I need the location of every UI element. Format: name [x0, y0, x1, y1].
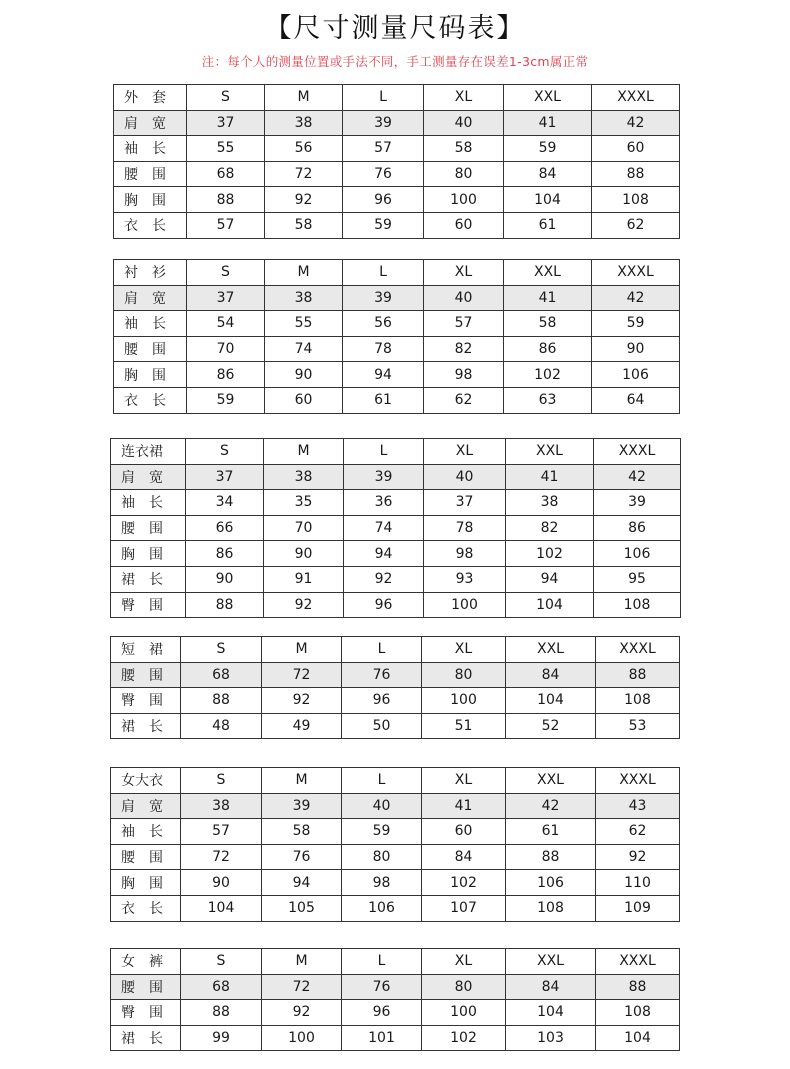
measurement-cell: 68	[187, 161, 265, 187]
measurement-cell: 60	[422, 819, 506, 845]
size-header-cell: M	[262, 768, 342, 794]
table-row	[111, 844, 680, 870]
trousers-size-table	[110, 948, 680, 1051]
measurement-cell: 38	[264, 464, 344, 490]
measurement-cell: 52	[506, 713, 596, 739]
table-row	[111, 541, 681, 567]
measurement-cell: 56	[343, 311, 424, 337]
measurement-cell: 96	[344, 592, 424, 618]
measurement-label: 腰 围	[111, 974, 181, 1000]
table-row	[111, 662, 680, 688]
table-row	[111, 895, 680, 921]
measurement-cell: 39	[344, 464, 424, 490]
size-header-cell: XXXL	[596, 768, 680, 794]
measurement-cell: 72	[265, 161, 343, 187]
measurement-cell: 64	[592, 387, 680, 413]
measurement-label: 臀 围	[111, 688, 181, 714]
table-category-label: 短 裙	[111, 637, 181, 663]
measurement-note: 注：每个人的测量位置或手法不同，手工测量存在误差1-3cm属正常	[201, 54, 589, 69]
measurement-cell: 102	[506, 541, 594, 567]
table-category-label: 外 套	[114, 85, 187, 111]
measurement-cell: 100	[262, 1025, 342, 1051]
measurement-cell: 106	[594, 541, 681, 567]
measurement-cell: 59	[342, 819, 422, 845]
measurement-label: 衣 长	[114, 212, 187, 238]
measurement-cell: 110	[596, 870, 680, 896]
measurement-cell: 90	[265, 362, 343, 388]
measurement-cell: 88	[187, 187, 265, 213]
measurement-cell: 94	[344, 541, 424, 567]
size-header-cell: XXXL	[592, 85, 680, 111]
size-header-cell: M	[265, 85, 343, 111]
table-row	[111, 870, 680, 896]
measurement-cell: 91	[264, 566, 344, 592]
measurement-cell: 86	[187, 362, 265, 388]
size-header-cell: L	[342, 637, 422, 663]
measurement-cell: 88	[596, 662, 680, 688]
dress-size-table	[110, 438, 681, 618]
measurement-cell: 57	[187, 212, 265, 238]
table-row	[114, 187, 680, 213]
table-category-label: 女大衣	[111, 768, 181, 794]
skirt-size-table	[110, 636, 680, 739]
measurement-cell: 92	[262, 1000, 342, 1026]
measurement-cell: 104	[506, 592, 594, 618]
overcoat-size-table	[110, 767, 680, 922]
measurement-cell: 60	[592, 136, 680, 162]
measurement-cell: 93	[424, 566, 506, 592]
measurement-cell: 90	[264, 541, 344, 567]
size-header-cell: XL	[422, 949, 506, 975]
measurement-cell: 102	[422, 1025, 506, 1051]
measurement-cell: 56	[265, 136, 343, 162]
measurement-cell: 37	[187, 285, 265, 311]
size-header-cell: XXL	[506, 949, 596, 975]
measurement-cell: 42	[592, 110, 680, 136]
measurement-cell: 66	[186, 515, 264, 541]
measurement-cell: 90	[186, 566, 264, 592]
measurement-label: 腰 围	[114, 161, 187, 187]
measurement-cell: 59	[592, 311, 680, 337]
measurement-cell: 80	[342, 844, 422, 870]
table-row	[111, 566, 681, 592]
measurement-cell: 96	[342, 688, 422, 714]
measurement-cell: 57	[343, 136, 424, 162]
size-header-cell: XL	[424, 439, 506, 465]
table-row	[114, 136, 680, 162]
size-header-cell: XL	[422, 768, 506, 794]
measurement-cell: 68	[181, 974, 262, 1000]
measurement-label: 腰 围	[114, 336, 187, 362]
measurement-label: 袖 长	[114, 136, 187, 162]
measurement-cell: 60	[424, 212, 504, 238]
measurement-cell: 37	[186, 464, 264, 490]
table-header-row	[111, 439, 681, 465]
measurement-cell: 92	[344, 566, 424, 592]
measurement-cell: 41	[504, 110, 592, 136]
measurement-cell: 72	[262, 974, 342, 1000]
measurement-cell: 59	[343, 212, 424, 238]
measurement-cell: 88	[506, 844, 596, 870]
measurement-cell: 98	[424, 541, 506, 567]
measurement-label: 胸 围	[111, 870, 181, 896]
measurement-cell: 38	[181, 793, 262, 819]
measurement-cell: 58	[265, 212, 343, 238]
size-header-cell: L	[343, 260, 424, 286]
measurement-label: 袖 长	[114, 311, 187, 337]
size-header-cell: XL	[424, 260, 504, 286]
measurement-cell: 37	[187, 110, 265, 136]
table-row	[114, 387, 680, 413]
measurement-cell: 104	[506, 688, 596, 714]
table-row	[111, 819, 680, 845]
size-header-cell: S	[187, 260, 265, 286]
measurement-cell: 76	[342, 974, 422, 1000]
measurement-cell: 80	[422, 974, 506, 1000]
measurement-cell: 106	[592, 362, 680, 388]
measurement-cell: 61	[506, 819, 596, 845]
measurement-cell: 38	[506, 490, 594, 516]
measurement-label: 胸 围	[111, 541, 186, 567]
measurement-cell: 58	[504, 311, 592, 337]
size-header-cell: XXL	[504, 260, 592, 286]
measurement-cell: 43	[596, 793, 680, 819]
measurement-cell: 76	[262, 844, 342, 870]
measurement-cell: 38	[265, 285, 343, 311]
table-row	[114, 110, 680, 136]
measurement-cell: 58	[262, 819, 342, 845]
measurement-cell: 84	[504, 161, 592, 187]
measurement-cell: 100	[422, 1000, 506, 1026]
measurement-cell: 96	[343, 187, 424, 213]
measurement-cell: 109	[596, 895, 680, 921]
measurement-cell: 95	[594, 566, 681, 592]
measurement-cell: 92	[262, 688, 342, 714]
measurement-cell: 102	[504, 362, 592, 388]
size-header-cell: XL	[424, 85, 504, 111]
measurement-cell: 42	[592, 285, 680, 311]
measurement-cell: 88	[186, 592, 264, 618]
measurement-cell: 53	[596, 713, 680, 739]
table-row	[111, 793, 680, 819]
size-header-cell: L	[343, 85, 424, 111]
measurement-cell: 59	[504, 136, 592, 162]
measurement-cell: 107	[422, 895, 506, 921]
measurement-cell: 70	[264, 515, 344, 541]
measurement-cell: 49	[262, 713, 342, 739]
measurement-cell: 61	[343, 387, 424, 413]
table-row	[111, 1000, 680, 1026]
table-category-label: 衬 衫	[114, 260, 187, 286]
measurement-cell: 94	[262, 870, 342, 896]
measurement-cell: 50	[342, 713, 422, 739]
measurement-cell: 59	[187, 387, 265, 413]
measurement-cell: 86	[186, 541, 264, 567]
table-row	[111, 688, 680, 714]
table-row	[111, 464, 681, 490]
measurement-label: 腰 围	[111, 515, 186, 541]
measurement-cell: 80	[422, 662, 506, 688]
table-header-row	[111, 768, 680, 794]
measurement-cell: 90	[181, 870, 262, 896]
measurement-cell: 40	[424, 285, 504, 311]
measurement-cell: 92	[264, 592, 344, 618]
size-header-cell: L	[342, 949, 422, 975]
measurement-cell: 108	[594, 592, 681, 618]
size-header-cell: S	[186, 439, 264, 465]
measurement-cell: 100	[422, 688, 506, 714]
measurement-label: 裙 长	[111, 1025, 181, 1051]
measurement-cell: 88	[181, 1000, 262, 1026]
measurement-label: 胸 围	[114, 187, 187, 213]
measurement-cell: 92	[265, 187, 343, 213]
measurement-cell: 74	[344, 515, 424, 541]
size-header-cell: M	[262, 637, 342, 663]
measurement-label: 腰 围	[111, 662, 181, 688]
size-header-cell: XXXL	[592, 260, 680, 286]
measurement-cell: 38	[265, 110, 343, 136]
table-row	[111, 713, 680, 739]
measurement-label: 裙 长	[111, 713, 181, 739]
measurement-cell: 78	[343, 336, 424, 362]
measurement-label: 袖 长	[111, 819, 181, 845]
measurement-cell: 58	[424, 136, 504, 162]
measurement-cell: 78	[424, 515, 506, 541]
table-row	[111, 974, 680, 1000]
measurement-label: 裙 长	[111, 566, 186, 592]
measurement-cell: 98	[424, 362, 504, 388]
table-category-label: 连衣裙	[111, 439, 186, 465]
size-header-cell: XXL	[506, 637, 596, 663]
measurement-label: 胸 围	[114, 362, 187, 388]
size-header-cell: L	[342, 768, 422, 794]
measurement-cell: 76	[342, 662, 422, 688]
size-header-cell: XXL	[506, 439, 594, 465]
measurement-cell: 40	[424, 464, 506, 490]
measurement-cell: 39	[343, 110, 424, 136]
measurement-label: 肩 宽	[111, 793, 181, 819]
measurement-cell: 74	[265, 336, 343, 362]
page-title: 【尺寸测量尺码表】	[264, 13, 526, 44]
measurement-cell: 40	[342, 793, 422, 819]
measurement-cell: 39	[343, 285, 424, 311]
size-header-cell: XXXL	[596, 637, 680, 663]
measurement-cell: 104	[181, 895, 262, 921]
measurement-cell: 48	[181, 713, 262, 739]
measurement-cell: 101	[342, 1025, 422, 1051]
table-header-row	[114, 85, 680, 111]
table-row	[111, 1025, 680, 1051]
measurement-cell: 51	[422, 713, 506, 739]
measurement-label: 袖 长	[111, 490, 186, 516]
measurement-cell: 106	[506, 870, 596, 896]
size-header-cell: S	[181, 637, 262, 663]
measurement-cell: 42	[506, 793, 596, 819]
table-row	[111, 515, 681, 541]
table-row	[114, 362, 680, 388]
size-header-cell: S	[187, 85, 265, 111]
measurement-cell: 76	[343, 161, 424, 187]
measurement-label: 衣 长	[114, 387, 187, 413]
measurement-cell: 108	[596, 1000, 680, 1026]
table-row	[114, 212, 680, 238]
measurement-cell: 90	[592, 336, 680, 362]
measurement-label: 臀 围	[111, 1000, 181, 1026]
measurement-cell: 99	[181, 1025, 262, 1051]
coat-size-table	[113, 84, 680, 239]
measurement-cell: 104	[596, 1025, 680, 1051]
measurement-label: 肩 宽	[111, 464, 186, 490]
measurement-cell: 108	[506, 895, 596, 921]
measurement-cell: 82	[424, 336, 504, 362]
table-header-row	[111, 637, 680, 663]
measurement-cell: 57	[424, 311, 504, 337]
measurement-cell: 39	[594, 490, 681, 516]
measurement-cell: 105	[262, 895, 342, 921]
measurement-cell: 63	[504, 387, 592, 413]
measurement-cell: 106	[342, 895, 422, 921]
measurement-cell: 86	[504, 336, 592, 362]
measurement-cell: 88	[596, 974, 680, 1000]
measurement-cell: 36	[344, 490, 424, 516]
measurement-cell: 80	[424, 161, 504, 187]
measurement-cell: 92	[596, 844, 680, 870]
size-header-cell: M	[265, 260, 343, 286]
measurement-cell: 34	[186, 490, 264, 516]
measurement-cell: 70	[187, 336, 265, 362]
measurement-cell: 72	[262, 662, 342, 688]
shirt-size-table	[113, 259, 680, 414]
measurement-label: 衣 长	[111, 895, 181, 921]
measurement-cell: 55	[187, 136, 265, 162]
measurement-cell: 40	[424, 110, 504, 136]
measurement-cell: 72	[181, 844, 262, 870]
size-header-cell: M	[264, 439, 344, 465]
measurement-cell: 88	[592, 161, 680, 187]
measurement-cell: 57	[181, 819, 262, 845]
measurement-cell: 104	[504, 187, 592, 213]
measurement-cell: 41	[504, 285, 592, 311]
table-row	[114, 285, 680, 311]
measurement-cell: 84	[422, 844, 506, 870]
measurement-cell: 108	[596, 688, 680, 714]
measurement-cell: 82	[506, 515, 594, 541]
size-header-cell: S	[181, 768, 262, 794]
measurement-label: 臀 围	[111, 592, 186, 618]
measurement-cell: 102	[422, 870, 506, 896]
measurement-label: 肩 宽	[114, 110, 187, 136]
measurement-cell: 104	[506, 1000, 596, 1026]
size-header-cell: XXXL	[594, 439, 681, 465]
size-header-cell: S	[181, 949, 262, 975]
measurement-cell: 88	[181, 688, 262, 714]
table-row	[114, 161, 680, 187]
measurement-cell: 61	[504, 212, 592, 238]
size-header-cell: L	[344, 439, 424, 465]
measurement-cell: 98	[342, 870, 422, 896]
measurement-cell: 103	[506, 1025, 596, 1051]
measurement-cell: 62	[592, 212, 680, 238]
table-row	[114, 311, 680, 337]
measurement-cell: 94	[506, 566, 594, 592]
measurement-cell: 86	[594, 515, 681, 541]
size-header-cell: XXL	[504, 85, 592, 111]
table-header-row	[114, 260, 680, 286]
measurement-cell: 96	[342, 1000, 422, 1026]
size-header-cell: M	[262, 949, 342, 975]
measurement-cell: 42	[594, 464, 681, 490]
measurement-cell: 108	[592, 187, 680, 213]
measurement-cell: 54	[187, 311, 265, 337]
measurement-cell: 94	[343, 362, 424, 388]
measurement-cell: 62	[424, 387, 504, 413]
table-row	[114, 336, 680, 362]
measurement-cell: 68	[181, 662, 262, 688]
measurement-cell: 35	[264, 490, 344, 516]
table-category-label: 女 裤	[111, 949, 181, 975]
measurement-cell: 84	[506, 974, 596, 1000]
table-row	[111, 490, 681, 516]
measurement-cell: 41	[422, 793, 506, 819]
size-header-cell: XXL	[506, 768, 596, 794]
size-header-cell: XXXL	[596, 949, 680, 975]
measurement-cell: 55	[265, 311, 343, 337]
measurement-cell: 39	[262, 793, 342, 819]
measurement-cell: 62	[596, 819, 680, 845]
measurement-cell: 100	[424, 187, 504, 213]
measurement-label: 肩 宽	[114, 285, 187, 311]
table-header-row	[111, 949, 680, 975]
size-header-cell: XL	[422, 637, 506, 663]
measurement-cell: 37	[424, 490, 506, 516]
table-row	[111, 592, 681, 618]
measurement-cell: 100	[424, 592, 506, 618]
measurement-cell: 41	[506, 464, 594, 490]
measurement-label: 腰 围	[111, 844, 181, 870]
measurement-cell: 60	[265, 387, 343, 413]
measurement-cell: 84	[506, 662, 596, 688]
